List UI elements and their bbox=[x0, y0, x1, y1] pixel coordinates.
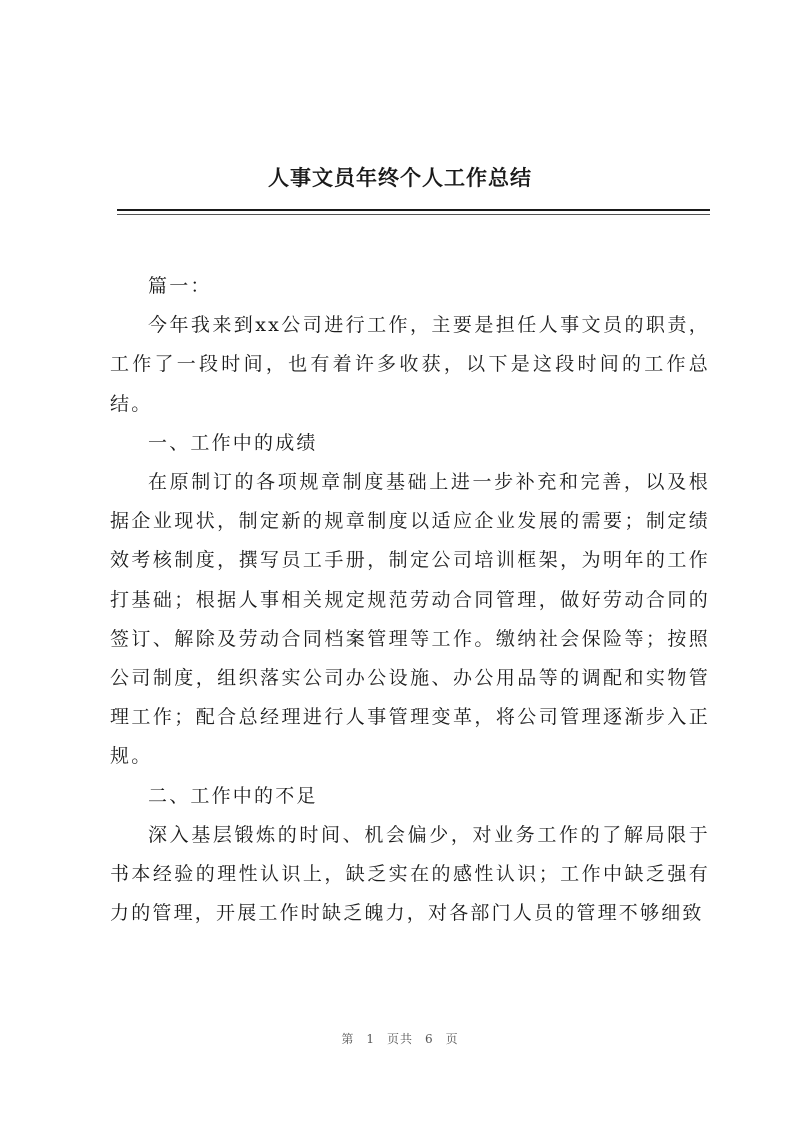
section-label: 篇一： bbox=[148, 275, 212, 297]
page-footer bbox=[0, 1030, 800, 1047]
intro-paragraph: 今年我来到xx公司进行工作，主要是担任人事文员的职责，工作了一段时间，也有着许多收获，以下是这段时间的工作总结。 bbox=[110, 314, 710, 415]
footer-prefix: 第 bbox=[341, 1032, 355, 1046]
shortcomings-paragraph: 深入基层锻炼的时间、机会偏少，对业务工作的了解局限于书本经验的理性认识上，缺乏实在的感性认识；工作中缺乏强有力的管理，开展工作时缺乏魄力，对各部门人员的管理不够细致 bbox=[110, 823, 710, 925]
title-divider bbox=[117, 209, 710, 211]
document-body bbox=[110, 267, 710, 933]
section-heading-achievements: 一、工作中的成绩 bbox=[148, 431, 318, 454]
document-title: 人事文员年终个人工作总结 bbox=[268, 165, 532, 190]
section-heading-shortcomings: 二、工作中的不足 bbox=[148, 784, 318, 807]
footer-middle: 页共 bbox=[386, 1032, 413, 1046]
footer-total-pages: 6 bbox=[425, 1032, 434, 1046]
footer-suffix: 页 bbox=[445, 1032, 459, 1046]
footer-current-page: 1 bbox=[366, 1032, 375, 1046]
title-divider-thin bbox=[117, 214, 710, 215]
achievements-paragraph: 在原制订的各项规章制度基础上进一步补充和完善，以及根据企业现状，制定新的规章制度以适应企业发展的需要；制定绩效考核制度，撰写员工手册，制定公司培训框架，为明年的工作打基础；根据人事相关规定规范劳动合同管理，做好劳动合同的签订、解除及劳动合同档案管理等工作。缴纳社会保险等；按照公司制度，组织落实公司办公设施、办公用品等的调配和实物管理工作；配合总经理进行人事管理变革，将公司管理逐渐步入正规。 bbox=[110, 471, 710, 768]
